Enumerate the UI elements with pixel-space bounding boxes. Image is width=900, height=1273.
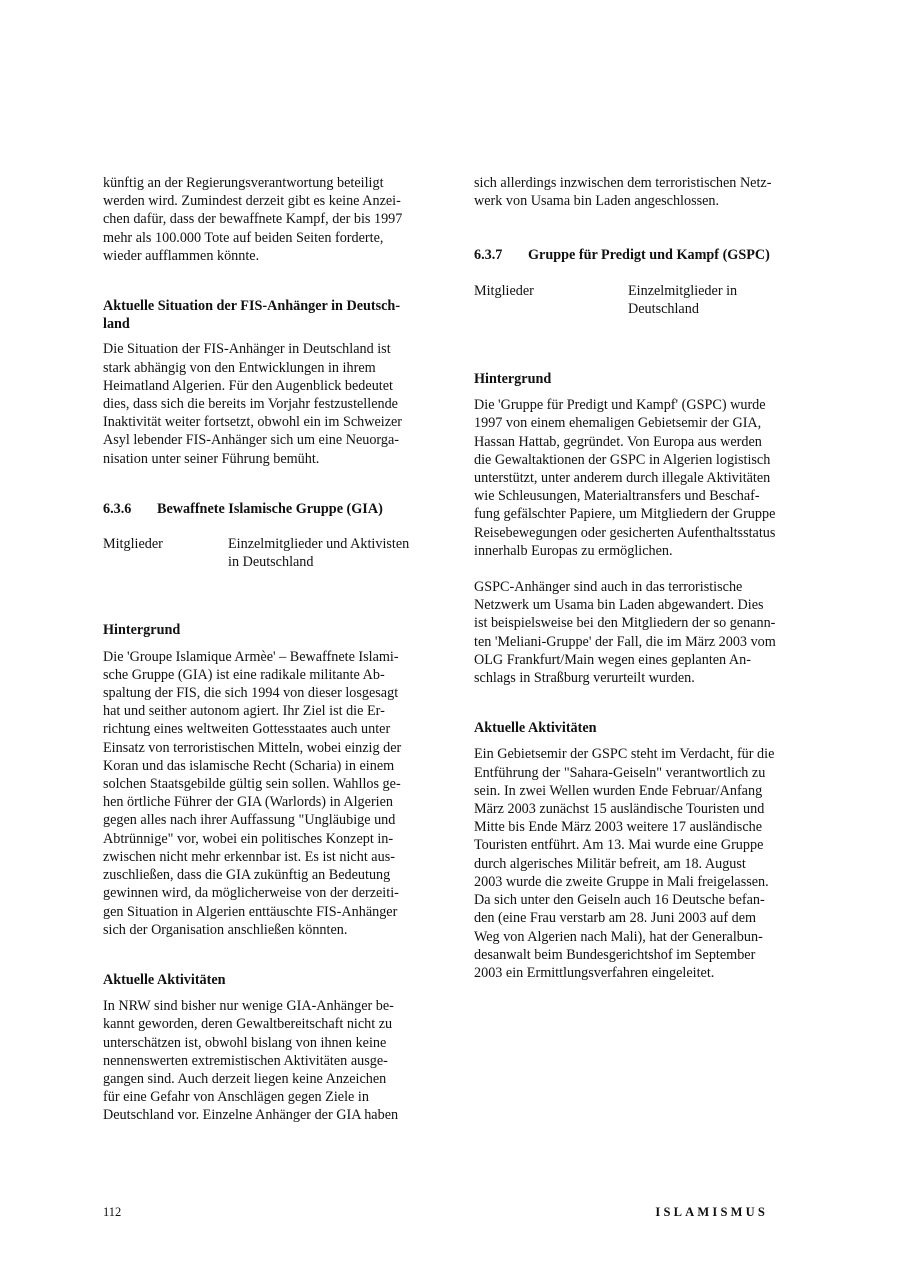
page-number: 112 <box>103 1205 122 1219</box>
left-column <box>103 174 427 1125</box>
text-line: zuschließen, dass die GIA zukünftig an Bedeutung <box>103 867 391 884</box>
text-line: Hassan Hattab, gegründet. Von Europa aus werden <box>474 433 762 450</box>
text-line: sche Gruppe (GIA) ist eine radikale militante Ab- <box>103 666 385 683</box>
gia-background-heading: Hintergrund <box>103 622 181 639</box>
text-line: März 2003 zunächst 15 ausländische Touristen und <box>474 801 765 818</box>
fis-heading <box>103 297 427 333</box>
intro-paragraph <box>103 174 427 265</box>
continuation-paragraph <box>474 174 798 210</box>
text-line: Entführung der "Sahara-Geiseln" verantwortlich zu <box>474 764 766 781</box>
text-line: für eine Gefahr von Anschlägen gegen Ziele in <box>103 1089 369 1106</box>
text-line: Die 'Gruppe für Predigt und Kampf' (GSPC) wurde <box>474 397 766 414</box>
section-number: 6.3.6 <box>103 500 132 517</box>
text-line: 1997 von einem ehemaligen Gebietsemir der GIA, <box>474 415 762 432</box>
text-line: gen Situation in Algerien enttäuschte FIS-Anhänger <box>103 903 398 920</box>
right-column <box>474 174 798 982</box>
text-line: Weg von Algerien nach Mali), hat der Generalbun- <box>474 928 763 945</box>
text-line: werden wird. Zumindest derzeit gibt es keine Anzei- <box>103 193 401 210</box>
members-value <box>228 535 409 571</box>
text-line: kannt geworden, deren Gewaltbereitschaft nicht zu <box>103 1016 393 1033</box>
section-number: 6.3.7 <box>474 247 503 264</box>
text-line: künftig an der Regierungsverantwortung beteiligt <box>103 175 384 191</box>
text-line: sich der Organisation anschließen könnten. <box>103 921 348 938</box>
text-line: ten 'Meliani-Gruppe' der Fall, die im März 2003 vom <box>474 633 776 650</box>
gia-section-heading <box>103 500 427 518</box>
text-line: den (eine Frau verstarb am 28. Juni 2003 auf dem <box>474 910 757 927</box>
text-line: Die Situation der FIS-Anhänger in Deutschland ist <box>103 341 391 358</box>
text-line: stark abhängig von den Entwicklungen in ihrem <box>103 359 376 376</box>
text-line: gangen sind. Auch derzeit liegen keine Anzeichen <box>103 1070 387 1087</box>
text-line: innerhalb Europas zu ermöglichen. <box>474 542 673 559</box>
text-line: 2003 ein Ermittlungsverfahren eingeleitet. <box>474 964 715 981</box>
text-line: sein. In zwei Wellen wurden Ende Februar/Anfang <box>474 782 763 799</box>
text-line: Da sich unter den Geiseln auch 16 Deutsche befan- <box>474 892 765 909</box>
running-footer-section: ISLAMISMUS <box>655 1205 768 1219</box>
gspc-network-paragraph <box>474 578 798 687</box>
text-line: 2003 wurde die zweite Gruppe in Mali freigelassen. <box>474 873 769 890</box>
gia-background-paragraph <box>103 648 427 939</box>
text-line: unterstützt, unter anderem durch illegale Aktivitäten <box>474 470 771 487</box>
text-line: Touristen entführt. Am 13. Mai wurde eine Gruppe <box>474 837 764 854</box>
members-label: Mitglieder <box>103 536 163 553</box>
gspc-members-row <box>474 282 798 318</box>
members-value-line: in Deutschland <box>228 554 314 571</box>
gia-activities-paragraph <box>103 997 427 1124</box>
text-line: gewinnen wird, da möglicherweise von der derzeiti- <box>103 885 399 902</box>
text-line: fung gefälschter Papiere, um Mitgliedern der Gruppe <box>474 506 776 523</box>
text-line: Abtrünnige" vor, wobei ein politisches Konzept in- <box>103 830 394 847</box>
text-line: sich allerdings inzwischen dem terroristischen Netz- <box>474 175 772 191</box>
text-line: wieder aufflammen könnte. <box>103 247 260 264</box>
members-value <box>628 282 737 318</box>
text-line: gegen alles nach ihrer Auffassung "Ungläubige und <box>103 812 396 829</box>
text-line: nisation unter seiner Führung bemüht. <box>103 450 320 467</box>
members-label: Mitglieder <box>474 282 534 299</box>
gspc-section-heading <box>474 246 798 264</box>
text-line: richtung eines weltweiten Gottesstaates auch unter <box>103 721 391 738</box>
text-line: wie Schleusungen, Materialtransfers und Beschaf- <box>474 488 760 505</box>
text-line: schlags in Straßburg verurteilt wurden. <box>474 670 695 687</box>
text-line: chen dafür, dass der bewaffnete Kampf, der bis 1997 <box>103 211 403 228</box>
text-line: die Gewaltaktionen der GSPC in Algerien logistisch <box>474 451 771 468</box>
text-line: Mitte bis Ende März 2003 weitere 17 ausländische <box>474 819 763 836</box>
text-line: Reisebewegungen oder gesicherten Aufenthaltsstatus <box>474 524 776 541</box>
text-line: dies, dass sich die bereits im Vorjahr festzustellende <box>103 396 398 413</box>
text-line: GSPC-Anhänger sind auch in das terroristische <box>474 579 743 596</box>
text-line: Netzwerk um Usama bin Laden abgewandert. Dies <box>474 597 764 614</box>
text-line: OLG Frankfurt/Main wegen eines geplanten An- <box>474 651 751 668</box>
text-line: unterschätzen ist, obwohl bislang von ihnen keine <box>103 1034 387 1051</box>
text-line: Deutschland vor. Einzelne Anhänger der GIA haben <box>103 1107 399 1124</box>
members-value-line: Deutschland <box>628 300 699 317</box>
gspc-activities-paragraph <box>474 745 798 982</box>
heading-line: land <box>103 316 130 333</box>
members-value-line: Einzelmitglieder und Aktivisten <box>228 536 410 553</box>
text-line: Asyl lebender FIS-Anhänger sich um eine Neuorga- <box>103 432 400 449</box>
text-line: ist beispielsweise bei den Mitgliedern der so genann- <box>474 615 776 632</box>
gia-members-row <box>103 535 427 571</box>
text-line: Ein Gebietsemir der GSPC steht im Verdacht, für die <box>474 746 775 763</box>
gia-activities-heading: Aktuelle Aktivitäten <box>103 971 226 988</box>
text-line: In NRW sind bisher nur wenige GIA-Anhänger be- <box>103 998 394 1015</box>
heading-line: Aktuelle Situation der FIS-Anhänger in Deutsch- <box>103 298 401 315</box>
text-line: mehr als 100.000 Tote auf beiden Seiten forderte, <box>103 229 384 246</box>
text-line: spaltung der FIS, die sich 1994 von dieser losgesagt <box>103 685 399 702</box>
gspc-activities-heading: Aktuelle Aktivitäten <box>474 720 597 737</box>
text-line: Einsatz von terroristischen Mitteln, wobei einzig der <box>103 739 402 756</box>
section-title: Gruppe für Predigt und Kampf (GSPC) <box>528 247 770 264</box>
gspc-background-paragraph <box>474 396 798 560</box>
text-line: Heimatland Algerien. Für den Augenblick bedeutet <box>103 377 393 394</box>
gspc-background-heading: Hintergrund <box>474 371 552 388</box>
text-line: hat und seither autonom agiert. Ihr Ziel ist die Er- <box>103 703 385 720</box>
text-line: zwischen nicht mehr erkennbar ist. Es ist nicht aus- <box>103 848 395 865</box>
members-value-line: Einzelmitglieder in <box>628 282 738 299</box>
text-line: hen örtliche Führer der GIA (Warlords) in Algerien <box>103 794 394 811</box>
text-line: Die 'Groupe Islamique Armèe' – Bewaffnete Islami- <box>103 648 399 665</box>
text-line: werk von Usama bin Laden angeschlossen. <box>474 193 720 210</box>
text-line: durch algerisches Militär befreit, am 18. August <box>474 855 746 872</box>
fis-paragraph <box>103 340 427 467</box>
text-line: Inaktivität weiter fortsetzt, obwohl ein im Schweizer <box>103 414 403 431</box>
text-line: Koran und das islamische Recht (Scharia) in einem <box>103 757 395 774</box>
text-line: solchen Staatsgebilde gültig sein sollen. Wahllos ge- <box>103 776 401 793</box>
section-title: Bewaffnete Islamische Gruppe (GIA) <box>157 500 383 517</box>
text-line: nennenswerten extremistischen Aktivitäten ausge- <box>103 1052 388 1069</box>
text-line: desanwalt beim Bundesgerichtshof im September <box>474 946 756 963</box>
